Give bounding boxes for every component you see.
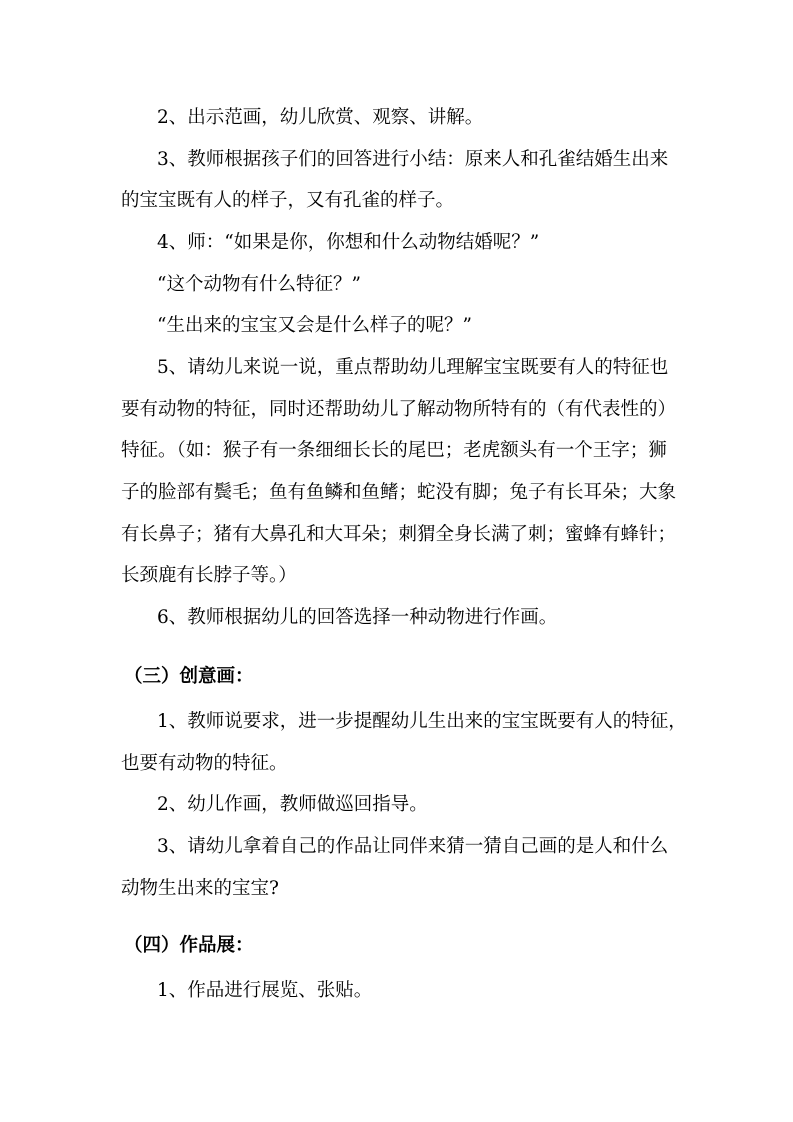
section-3-step-3-line-1: 3、请幼儿拿着自己的作品让同伴来猜一猜自己画的是人和什么 xyxy=(157,836,669,857)
step-5-line-3: 特征。（如：猴子有一条细细长长的尾巴；老虎额头有一个王字；狮 xyxy=(121,440,667,461)
section-4-step-1-line: 1、作品进行展览、张贴。 xyxy=(157,980,373,1001)
section-3-heading: （三）创意画： xyxy=(124,666,254,687)
section-3-step-3-line-2: 动物生出来的宝宝? xyxy=(121,878,279,899)
section-3-step-2-line: 2、幼儿作画，教师做巡回指导。 xyxy=(157,794,428,815)
section-4-heading: （四）作品展： xyxy=(124,935,254,956)
step-5-line-1: 5、请幼儿来说一说，重点帮助幼儿理解宝宝既要有人的特征也 xyxy=(157,357,669,378)
section-3-step-1-line-1: 1、教师说要求，进一步提醒幼儿生出来的宝宝既要有人的特征， xyxy=(157,711,687,732)
question-feature-line: “这个动物有什么特征？” xyxy=(157,274,361,295)
step-5-line-2: 要有动物的特征，同时还帮助幼儿了解动物所特有的（有代表性的） xyxy=(121,399,677,420)
step-3-line-2: 的宝宝既有人的样子，又有孔雀的样子。 xyxy=(121,190,455,211)
step-5-line-4: 子的脸部有鬓毛；鱼有鱼鳞和鱼鳍；蛇没有脚；兔子有长耳朵；大象 xyxy=(121,482,677,503)
step-4-line: 4、师：“如果是你，你想和什么动物结婚呢？” xyxy=(157,232,540,253)
step-2-line: 2、出示范画，幼儿欣赏、观察、讲解。 xyxy=(157,107,484,128)
section-3-step-1-line-2: 也要有动物的特征。 xyxy=(121,753,288,774)
step-5-line-6: 长颈鹿有长脖子等。） xyxy=(121,565,297,586)
step-5-line-5: 有长鼻子；猪有大鼻孔和大耳朵；刺猬全身长满了刺；蜜蜂有蜂针； xyxy=(121,524,677,545)
question-baby-line: “生出来的宝宝又会是什么样子的呢？” xyxy=(157,315,472,336)
step-3-line-1: 3、教师根据孩子们的回答进行小结：原来人和孔雀结婚生出来 xyxy=(157,149,669,170)
step-6-line: 6、教师根据幼儿的回答选择一种动物进行作画。 xyxy=(157,607,558,628)
